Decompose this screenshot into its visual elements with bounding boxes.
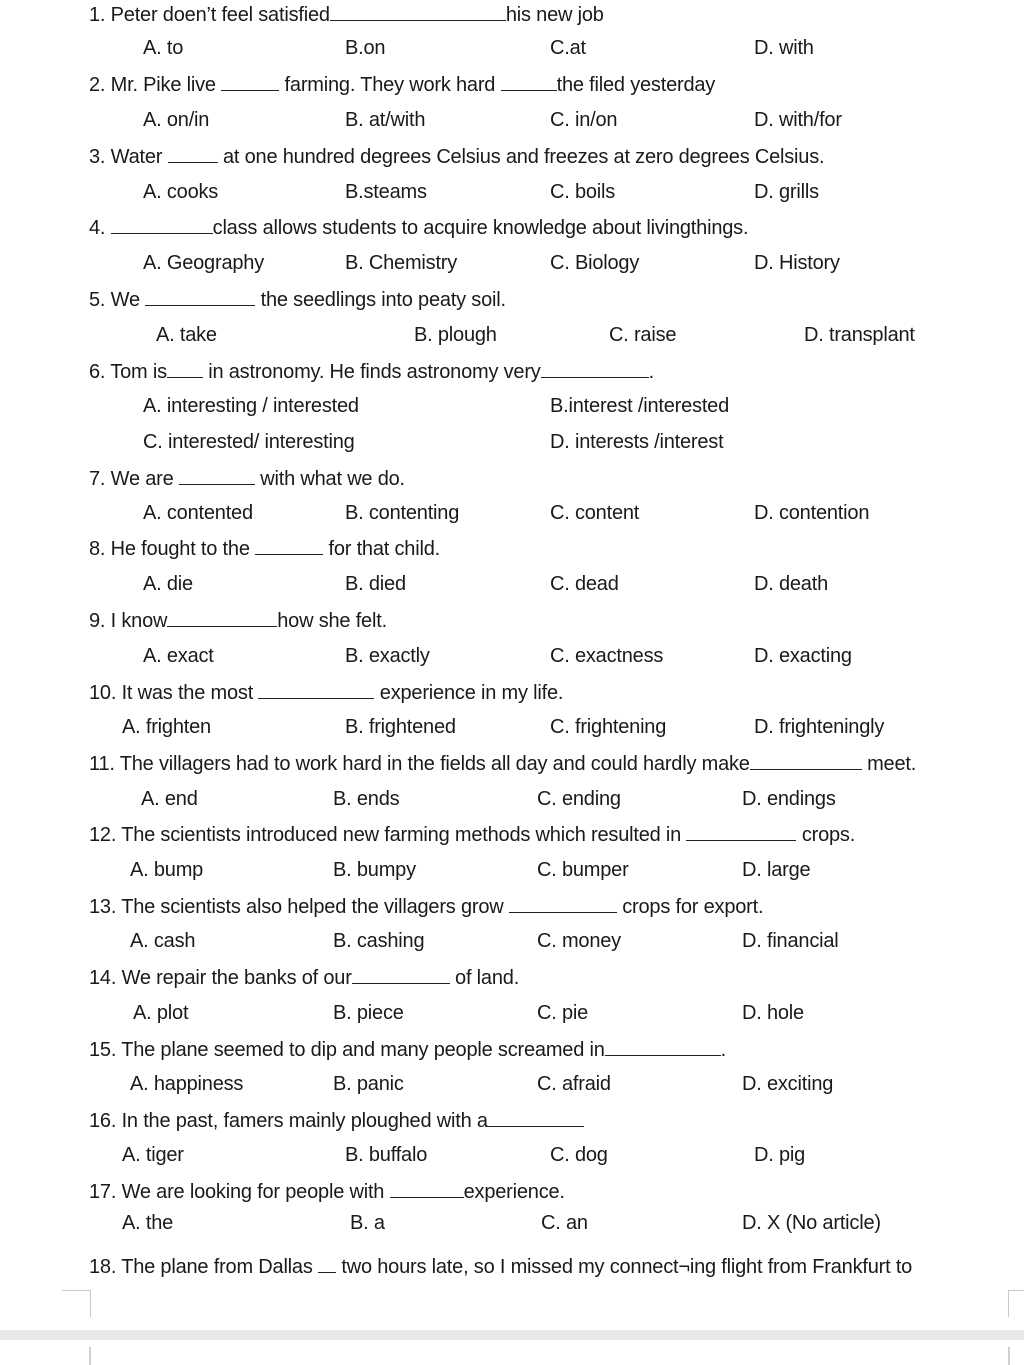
question-number: 6. bbox=[89, 361, 106, 383]
option-b[interactable]: B.on bbox=[345, 37, 386, 59]
question-11 bbox=[89, 751, 916, 776]
page-separator bbox=[0, 1330, 1024, 1340]
page-corner-mark-left bbox=[62, 1290, 91, 1317]
option-b[interactable]: B. buffalo bbox=[345, 1144, 428, 1166]
answer-blank[interactable] bbox=[167, 608, 277, 627]
question-12 bbox=[89, 822, 855, 847]
option-d[interactable]: D. exciting bbox=[742, 1073, 834, 1095]
option-d[interactable]: D. with/for bbox=[754, 109, 842, 131]
option-a[interactable]: A. contented bbox=[143, 502, 253, 524]
question-text: class allows students to acquire knowledge about livingthings. bbox=[212, 217, 749, 239]
option-b[interactable]: B. panic bbox=[333, 1073, 404, 1095]
option-d[interactable]: D. interests /interest bbox=[550, 431, 724, 453]
question-number: 9. bbox=[89, 610, 106, 632]
option-b[interactable]: B. cashing bbox=[333, 930, 425, 952]
question-number: 7. bbox=[89, 468, 106, 490]
question-text: We are bbox=[110, 468, 179, 490]
option-d[interactable]: D. History bbox=[754, 252, 840, 274]
question-number: 16. bbox=[89, 1110, 117, 1132]
option-d[interactable]: D. financial bbox=[742, 930, 839, 952]
option-d[interactable]: D. transplant bbox=[804, 324, 915, 346]
option-b[interactable]: B. Chemistry bbox=[345, 252, 458, 274]
option-b[interactable]: B. a bbox=[350, 1212, 385, 1234]
question-17 bbox=[89, 1179, 565, 1204]
question-1 bbox=[89, 2, 604, 27]
answer-blank[interactable] bbox=[318, 1254, 336, 1273]
option-d[interactable]: D. death bbox=[754, 573, 829, 595]
option-d[interactable]: D. pig bbox=[754, 1144, 806, 1166]
option-c[interactable]: C.at bbox=[550, 37, 586, 59]
question-text: In the past, famers mainly ploughed with a bbox=[121, 1110, 488, 1132]
option-c[interactable]: C. raise bbox=[609, 324, 677, 346]
answer-blank[interactable] bbox=[390, 1179, 464, 1198]
option-b[interactable]: B. piece bbox=[333, 1002, 404, 1024]
answer-blank[interactable] bbox=[605, 1037, 721, 1056]
answer-blank[interactable] bbox=[258, 680, 374, 699]
option-a[interactable]: A. cooks bbox=[143, 181, 219, 203]
option-d[interactable]: D. exacting bbox=[754, 645, 852, 667]
question-text: crops for export. bbox=[616, 896, 764, 918]
question-text: The plane seemed to dip and many people screamed in bbox=[121, 1039, 605, 1061]
answer-blank[interactable] bbox=[330, 2, 506, 21]
option-d[interactable]: D. large bbox=[742, 859, 811, 881]
question-4 bbox=[89, 215, 748, 240]
question-number: 4. bbox=[89, 217, 106, 239]
question-8 bbox=[89, 536, 440, 561]
option-a[interactable]: A. happiness bbox=[130, 1073, 244, 1095]
option-b[interactable]: B. exactly bbox=[345, 645, 430, 667]
option-b[interactable]: B. bumpy bbox=[333, 859, 416, 881]
question-15 bbox=[89, 1037, 726, 1062]
option-d[interactable]: D. hole bbox=[742, 1002, 804, 1024]
question-text: It was the most bbox=[121, 682, 259, 704]
option-d[interactable]: D. frighteningly bbox=[754, 716, 885, 738]
option-b[interactable]: B.interest /interested bbox=[550, 395, 730, 417]
answer-blank[interactable] bbox=[686, 822, 796, 841]
option-a[interactable]: A. end bbox=[141, 788, 198, 810]
question-number: 17. bbox=[89, 1181, 117, 1203]
option-a[interactable]: A. to bbox=[143, 37, 184, 59]
question-number: 8. bbox=[89, 538, 106, 560]
option-c[interactable]: C. content bbox=[550, 502, 640, 524]
next-page-edge-left bbox=[89, 1347, 91, 1365]
question-text: He fought to the bbox=[110, 538, 256, 560]
question-3 bbox=[89, 144, 824, 169]
question-text: farming. They work hard bbox=[279, 74, 501, 96]
question-number: 11. bbox=[89, 753, 115, 775]
question-number: 18. bbox=[89, 1256, 117, 1278]
option-b[interactable]: B. contenting bbox=[345, 502, 460, 524]
question-text: Tom is bbox=[110, 361, 167, 383]
option-d[interactable]: D. endings bbox=[742, 788, 836, 810]
option-a[interactable]: A. frighten bbox=[122, 716, 211, 738]
question-18 bbox=[89, 1254, 912, 1279]
question-text: The scientists introduced new farming methods which resulted in bbox=[121, 824, 687, 846]
option-c[interactable]: C. in/on bbox=[550, 109, 618, 131]
question-text: the filed yesterday bbox=[556, 74, 716, 96]
answer-blank[interactable] bbox=[255, 536, 323, 555]
option-c[interactable]: C. an bbox=[541, 1212, 588, 1234]
option-c[interactable]: C. afraid bbox=[537, 1073, 611, 1095]
answer-blank[interactable] bbox=[541, 359, 649, 378]
question-number: 10. bbox=[89, 682, 117, 704]
question-text: We are looking for people with bbox=[121, 1181, 390, 1203]
question-text: meet. bbox=[861, 753, 917, 775]
question-text: in astronomy. He finds astronomy very bbox=[202, 361, 541, 383]
option-a[interactable]: A. Geography bbox=[143, 252, 265, 274]
question-text: Peter doen’t feel satisfied bbox=[110, 4, 330, 26]
question-9 bbox=[89, 608, 387, 633]
option-d[interactable]: D. X (No article) bbox=[742, 1212, 881, 1234]
option-c[interactable]: C. frightening bbox=[550, 716, 667, 738]
question-text: how she felt. bbox=[277, 610, 387, 632]
answer-blank[interactable] bbox=[167, 359, 203, 378]
option-a[interactable]: A. tiger bbox=[122, 1144, 184, 1166]
question-text: I know bbox=[110, 610, 168, 632]
question-text: The scientists also helped the villagers grow bbox=[121, 896, 509, 918]
question-2 bbox=[89, 72, 715, 97]
answer-blank[interactable] bbox=[501, 72, 557, 91]
option-a[interactable]: A. die bbox=[143, 573, 193, 595]
question-text: crops. bbox=[796, 824, 856, 846]
answer-blank[interactable] bbox=[221, 72, 279, 91]
question-text: The plane from Dallas bbox=[121, 1256, 319, 1278]
option-c[interactable]: C. dog bbox=[550, 1144, 608, 1166]
question-text: for that child. bbox=[323, 538, 440, 560]
answer-blank[interactable] bbox=[509, 894, 617, 913]
question-text: his new job bbox=[505, 4, 604, 26]
question-number: 15. bbox=[89, 1039, 117, 1061]
question-text: We bbox=[110, 289, 146, 311]
question-number: 5. bbox=[89, 289, 106, 311]
question-14 bbox=[89, 965, 519, 990]
question-text: We repair the banks of our bbox=[121, 967, 352, 989]
question-16 bbox=[89, 1108, 584, 1133]
option-a[interactable]: A. bump bbox=[130, 859, 204, 881]
question-text: with what we do. bbox=[254, 468, 405, 490]
option-c[interactable]: C. exactness bbox=[550, 645, 664, 667]
next-page-edge-right bbox=[1008, 1347, 1010, 1365]
answer-blank[interactable] bbox=[111, 215, 213, 234]
option-d[interactable]: D. with bbox=[754, 37, 814, 59]
option-c[interactable]: C. Biology bbox=[550, 252, 640, 274]
option-d[interactable]: D. grills bbox=[754, 181, 819, 203]
question-number: 1. bbox=[89, 4, 106, 26]
question-10 bbox=[89, 680, 563, 705]
question-number: 3. bbox=[89, 146, 106, 168]
answer-blank[interactable] bbox=[352, 965, 450, 984]
option-b[interactable]: B. ends bbox=[333, 788, 400, 810]
option-a[interactable]: A. exact bbox=[143, 645, 214, 667]
option-b[interactable]: B. at/with bbox=[345, 109, 426, 131]
answer-blank[interactable] bbox=[488, 1108, 584, 1127]
option-a[interactable]: A. on/in bbox=[143, 109, 210, 131]
option-b[interactable]: B. died bbox=[345, 573, 406, 595]
question-text: . bbox=[720, 1039, 727, 1061]
option-b[interactable]: B. frightened bbox=[345, 716, 456, 738]
option-a[interactable]: A. plot bbox=[133, 1002, 189, 1024]
answer-blank[interactable] bbox=[750, 751, 862, 770]
question-6 bbox=[89, 359, 654, 384]
answer-blank[interactable] bbox=[145, 287, 255, 306]
option-c[interactable]: C. ending bbox=[537, 788, 621, 810]
answer-blank[interactable] bbox=[168, 144, 218, 163]
question-text: Water bbox=[110, 146, 168, 168]
option-c[interactable]: C. pie bbox=[537, 1002, 589, 1024]
option-a[interactable]: A. take bbox=[156, 324, 217, 346]
question-text: at one hundred degrees Celsius and freezes at zero degrees Celsius. bbox=[217, 146, 825, 168]
question-text: the seedlings into peaty soil. bbox=[255, 289, 506, 311]
option-c[interactable]: C. money bbox=[537, 930, 621, 952]
question-text: experience in my life. bbox=[374, 682, 564, 704]
option-b[interactable]: B.steams bbox=[345, 181, 427, 203]
question-text: two hours late, so I missed my connect¬ing flight from Frankfurt to bbox=[336, 1256, 913, 1278]
question-5 bbox=[89, 287, 506, 312]
answer-blank[interactable] bbox=[179, 466, 255, 485]
question-text: of land. bbox=[449, 967, 520, 989]
question-text: experience. bbox=[463, 1181, 565, 1203]
question-text: . bbox=[648, 361, 654, 383]
option-c[interactable]: C. bumper bbox=[537, 859, 629, 881]
question-number: 12. bbox=[89, 824, 117, 846]
option-c[interactable]: C. dead bbox=[550, 573, 619, 595]
option-a[interactable]: A. cash bbox=[130, 930, 196, 952]
option-a[interactable]: A. interesting / interested bbox=[143, 395, 359, 417]
question-text: The villagers had to work hard in the fields all day and could hardly make bbox=[119, 753, 750, 775]
page-corner-mark-right bbox=[1008, 1290, 1024, 1317]
option-b[interactable]: B. plough bbox=[414, 324, 497, 346]
option-c[interactable]: C. interested/ interesting bbox=[143, 431, 355, 453]
option-d[interactable]: D. contention bbox=[754, 502, 870, 524]
question-7 bbox=[89, 466, 405, 491]
question-13 bbox=[89, 894, 763, 919]
question-text: Mr. Pike live bbox=[110, 74, 222, 96]
question-number: 14. bbox=[89, 967, 117, 989]
question-number: 13. bbox=[89, 896, 117, 918]
option-c[interactable]: C. boils bbox=[550, 181, 616, 203]
question-number: 2. bbox=[89, 74, 106, 96]
option-a[interactable]: A. the bbox=[122, 1212, 174, 1234]
